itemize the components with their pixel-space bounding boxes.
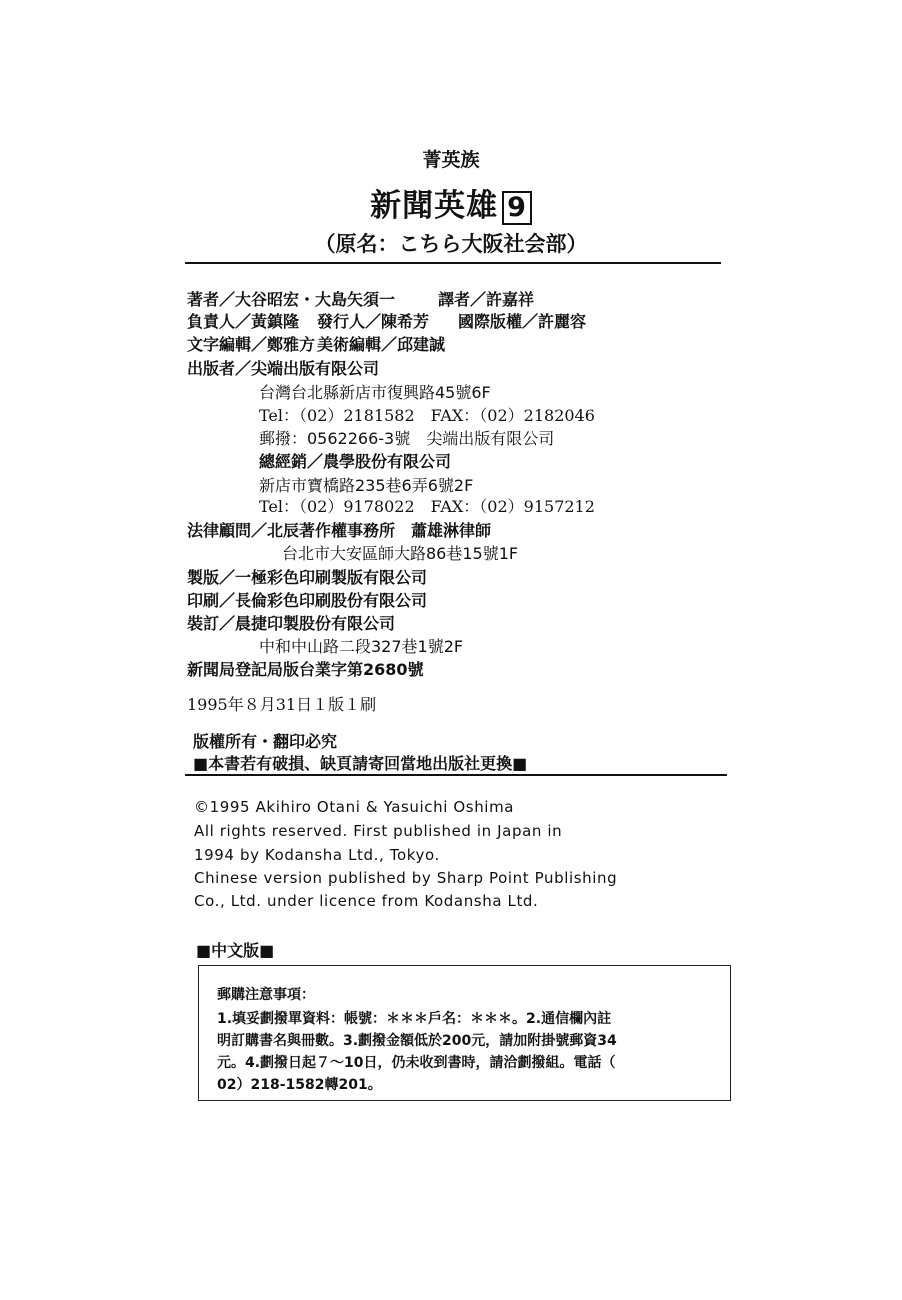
international-rights: 國際版權／許麗容 — [458, 312, 587, 331]
book-title — [0, 180, 902, 225]
mail-order-line-4: 02）218-1582轉201。 — [217, 1077, 382, 1093]
mail-order-line-3: 元。4.劃撥日起７～10日，仍未收到書時，請洽劃撥組。電話（ — [217, 1055, 616, 1071]
publisher: 出版者／尖端出版有限公司 — [187, 359, 380, 378]
mail-order-line-2: 明訂購書名與冊數。3.劃撥金額低於200元，請加附掛號郵資34 — [217, 1033, 617, 1049]
edition-date: 1995年８月31日１版１刷 — [187, 695, 377, 714]
text-editor: 文字編輯／鄭雅方 — [187, 335, 316, 354]
plate-making: 製版／一極彩色印刷製版有限公司 — [187, 568, 428, 587]
distributor-address: 新店市寶橋路235巷6弄6號2F — [259, 476, 474, 495]
translator-credit: 譯者／許嘉祥 — [438, 290, 535, 309]
responsible-person: 負責人／黃鎮隆 — [187, 312, 300, 331]
publisher-address: 台灣台北縣新店市復興路45號6F — [259, 383, 491, 402]
printing: 印刷／長倫彩色印刷股份有限公司 — [187, 591, 428, 610]
registration-number: 新聞局登記局版台業字第2680號 — [187, 660, 424, 679]
copyright-line-4: Chinese version published by Sharp Point Publishing — [194, 869, 618, 887]
legal-advisor: 法律顧問／北辰著作權事務所 蕭雄淋律師 — [187, 521, 492, 540]
mail-order-title: 郵購注意事項： — [217, 987, 315, 1003]
distributor: 總經銷／農學股份有限公司 — [259, 452, 452, 471]
original-title: （原名：こちら大阪社会部） — [314, 232, 588, 256]
author-credit: 著者／大谷昭宏・大島矢須一 — [187, 290, 396, 309]
copyright-line-1: ©1995 Akihiro Otani & Yasuichi Oshima — [194, 798, 515, 816]
copyright-line-2: All rights reserved. First published in Japan in — [194, 822, 563, 840]
art-editor: 美術編輯／邱建誠 — [317, 335, 446, 354]
series-name: 菁英族 — [422, 149, 480, 171]
replacement-note: ■本書若有破損、缺頁請寄回當地出版社更換■ — [193, 754, 528, 773]
top-divider — [185, 262, 721, 264]
rights-reserved: 版權所有・翻印必究 — [193, 732, 338, 751]
middle-divider — [185, 774, 727, 776]
postal-transfer: 郵撥：0562266-3號 尖端出版有限公司 — [259, 429, 555, 448]
mail-order-line-1: 1.填妥劃撥單資料：帳號：＊＊＊戶名：＊＊＊。2.通信欄內註 — [217, 1011, 612, 1027]
volume-number: 9 — [502, 191, 532, 225]
legal-address: 台北市大安區師大路86巷15號1F — [282, 544, 519, 563]
mail-order-box — [198, 965, 731, 1101]
distributor-tel: Tel：（02）9178022 FAX：（02）9157212 — [259, 497, 595, 516]
binding: 裝訂／晨捷印製股份有限公司 — [187, 614, 396, 633]
binding-address: 中和中山路二段327巷1號2F — [259, 637, 464, 656]
publisher-tel: Tel：（02）2181582 FAX：（02）2182046 — [259, 406, 595, 425]
book-title-text: 新聞英雄 — [370, 188, 499, 224]
copyright-line-3: 1994 by Kodansha Ltd., Tokyo. — [194, 846, 440, 864]
chinese-edition-label: ■中文版■ — [196, 941, 275, 960]
publisher-person: 發行人／陳希芳 — [317, 312, 430, 331]
copyright-line-5: Co., Ltd. under licence from Kodansha Ltd. — [194, 892, 539, 910]
